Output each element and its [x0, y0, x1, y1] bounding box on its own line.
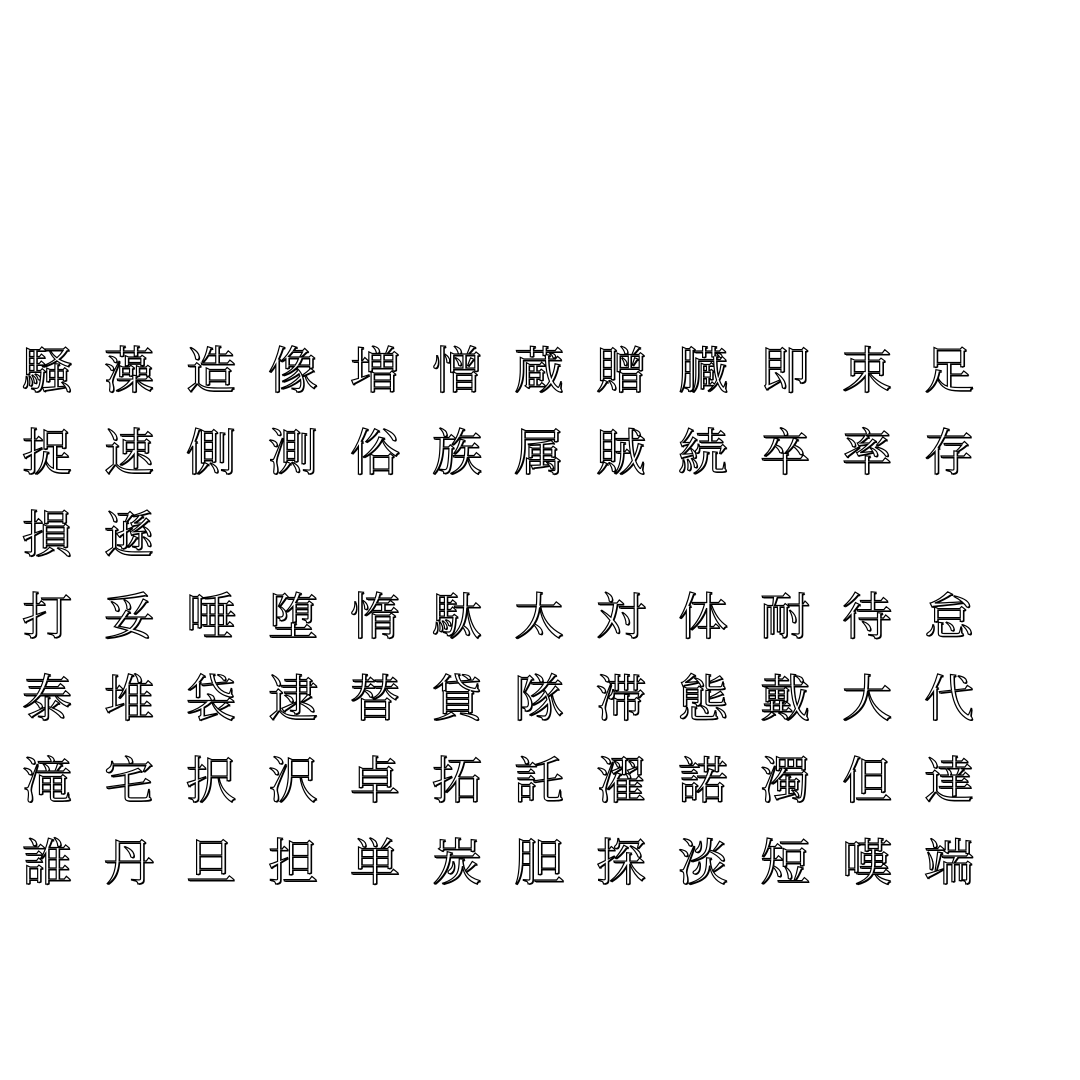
kanji-cell — [678, 753, 760, 835]
kanji-cell — [678, 343, 760, 425]
kanji-cell — [842, 343, 924, 425]
kanji-character: 待 — [842, 588, 892, 646]
kanji-cell — [842, 753, 924, 835]
kanji-cell — [350, 835, 432, 917]
kanji-cell — [268, 753, 350, 835]
kanji-character: 像 — [268, 342, 318, 400]
kanji-character: 宅 — [104, 752, 154, 810]
kanji-cell — [268, 671, 350, 753]
kanji-character: 賊 — [596, 424, 646, 482]
kanji-cell — [268, 343, 350, 425]
kanji-cell — [22, 343, 104, 425]
kanji-cell — [104, 835, 186, 917]
kanji-character: 探 — [596, 834, 646, 892]
kanji-character: 替 — [350, 670, 400, 728]
kanji-cell — [186, 589, 268, 671]
kanji-cell — [596, 589, 678, 671]
kanji-character: 損 — [22, 506, 72, 564]
kanji-cell — [596, 425, 678, 507]
kanji-cell — [514, 589, 596, 671]
kanji-cell — [760, 835, 842, 917]
kanji-cell — [104, 671, 186, 753]
kanji-cell — [104, 589, 186, 671]
kanji-character: 炭 — [432, 834, 482, 892]
kanji-character: 束 — [842, 342, 892, 400]
kanji-character: 旦 — [186, 834, 236, 892]
kanji-character: 率 — [842, 424, 892, 482]
kanji-cell — [22, 425, 104, 507]
kanji-cell — [514, 425, 596, 507]
kanji-character: 速 — [104, 424, 154, 482]
kanji-cell — [924, 753, 1006, 835]
kanji-character: 足 — [924, 342, 974, 400]
kanji-row — [22, 507, 1022, 589]
kanji-cell — [432, 589, 514, 671]
kanji-character: 即 — [760, 342, 810, 400]
kanji-cell — [432, 753, 514, 835]
kanji-character: 濁 — [760, 752, 810, 810]
kanji-cell — [22, 507, 104, 589]
kanji-character: 拓 — [432, 752, 482, 810]
kanji-character: 短 — [760, 834, 810, 892]
kanji-cell — [596, 343, 678, 425]
kanji-character: 担 — [268, 834, 318, 892]
kanji-cell — [350, 589, 432, 671]
kanji-cell — [432, 835, 514, 917]
kanji-cell — [596, 835, 678, 917]
kanji-character: 貸 — [432, 670, 482, 728]
kanji-cell — [678, 835, 760, 917]
kanji-cell — [104, 425, 186, 507]
kanji-cell — [678, 589, 760, 671]
kanji-character: 憎 — [432, 342, 482, 400]
kanji-cell — [842, 835, 924, 917]
kanji-character: 騒 — [22, 342, 72, 400]
kanji-cell — [842, 425, 924, 507]
kanji-grid — [22, 343, 1022, 917]
kanji-cell — [760, 343, 842, 425]
kanji-cell — [268, 835, 350, 917]
kanji-character: 逮 — [268, 670, 318, 728]
kanji-character: 増 — [350, 342, 400, 400]
kanji-character: 蔵 — [514, 342, 564, 400]
kanji-cell — [432, 671, 514, 753]
kanji-character: 滞 — [596, 670, 646, 728]
kanji-cell — [22, 753, 104, 835]
kanji-character: 唾 — [186, 588, 236, 646]
kanji-row — [22, 835, 1022, 917]
kanji-cell — [432, 425, 514, 507]
kanji-cell — [432, 343, 514, 425]
kanji-character: 端 — [924, 834, 974, 892]
kanji-character: 大 — [842, 670, 892, 728]
kanji-row — [22, 753, 1022, 835]
kanji-cell — [186, 753, 268, 835]
kanji-character: 隊 — [514, 670, 564, 728]
kanji-cell — [186, 343, 268, 425]
kanji-row — [22, 343, 1022, 425]
kanji-cell — [514, 753, 596, 835]
kanji-character: 造 — [186, 342, 236, 400]
kanji-cell — [186, 835, 268, 917]
kanji-cell — [104, 343, 186, 425]
kanji-cell — [514, 671, 596, 753]
kanji-cell — [268, 425, 350, 507]
kanji-cell — [842, 589, 924, 671]
kanji-character: 誰 — [22, 834, 72, 892]
kanji-row — [22, 671, 1022, 753]
kanji-character: 臓 — [678, 342, 728, 400]
kanji-character: 戴 — [760, 670, 810, 728]
kanji-cell — [924, 589, 1006, 671]
kanji-row — [22, 425, 1022, 507]
kanji-character: 堆 — [104, 670, 154, 728]
kanji-cell — [350, 343, 432, 425]
kanji-character: 測 — [268, 424, 318, 482]
kanji-character: 妥 — [104, 588, 154, 646]
kanji-character: 択 — [186, 752, 236, 810]
kanji-character: 達 — [924, 752, 974, 810]
kanji-character: 堕 — [268, 588, 318, 646]
kanji-character: 捉 — [22, 424, 72, 482]
kanji-cell — [268, 589, 350, 671]
kanji-character: 続 — [678, 424, 728, 482]
kanji-cell — [350, 425, 432, 507]
kanji-cell — [760, 753, 842, 835]
kanji-character: 体 — [678, 588, 728, 646]
kanji-character: 託 — [514, 752, 564, 810]
kanji-cell — [678, 425, 760, 507]
kanji-cell — [760, 425, 842, 507]
kanji-character: 濯 — [596, 752, 646, 810]
kanji-character: 沢 — [268, 752, 318, 810]
kanji-cell — [104, 753, 186, 835]
kanji-character: 卓 — [350, 752, 400, 810]
kanji-character: 怠 — [924, 588, 974, 646]
kanji-cell — [924, 671, 1006, 753]
kanji-character: 代 — [924, 670, 974, 728]
kanji-character: 存 — [924, 424, 974, 482]
kanji-character: 俗 — [350, 424, 400, 482]
kanji-character: 卒 — [760, 424, 810, 482]
kanji-character: 胆 — [514, 834, 564, 892]
kanji-character: 打 — [22, 588, 72, 646]
kanji-cell — [924, 835, 1006, 917]
kanji-cell — [104, 507, 186, 589]
kanji-character: 耐 — [760, 588, 810, 646]
kanji-character: 惰 — [350, 588, 400, 646]
kanji-cell — [678, 671, 760, 753]
kanji-character: 側 — [186, 424, 236, 482]
kanji-character: 遜 — [104, 506, 154, 564]
kanji-cell — [760, 589, 842, 671]
kanji-row — [22, 589, 1022, 671]
kanji-character: 単 — [350, 834, 400, 892]
kanji-character: 丹 — [104, 834, 154, 892]
kanji-character: 贈 — [596, 342, 646, 400]
kanji-character: 袋 — [186, 670, 236, 728]
kanji-cell — [924, 425, 1006, 507]
kanji-character: 淡 — [678, 834, 728, 892]
kanji-character: 但 — [842, 752, 892, 810]
kanji-character: 駄 — [432, 588, 482, 646]
kanji-character: 対 — [596, 588, 646, 646]
kanji-character: 泰 — [22, 670, 72, 728]
kanji-character: 属 — [514, 424, 564, 482]
kanji-character: 諾 — [678, 752, 728, 810]
kanji-cell — [514, 835, 596, 917]
kanji-character: 嘆 — [842, 834, 892, 892]
kanji-cell — [186, 671, 268, 753]
kanji-cell — [22, 671, 104, 753]
kanji-character: 藻 — [104, 342, 154, 400]
kanji-cell — [760, 671, 842, 753]
kanji-character: 太 — [514, 588, 564, 646]
kanji-cell — [596, 753, 678, 835]
kanji-cell — [350, 753, 432, 835]
kanji-cell — [22, 835, 104, 917]
kanji-cell — [22, 589, 104, 671]
kanji-cell — [596, 671, 678, 753]
kanji-cell — [186, 425, 268, 507]
kanji-cell — [350, 671, 432, 753]
kanji-character: 滝 — [22, 752, 72, 810]
kanji-character: 態 — [678, 670, 728, 728]
kanji-cell — [514, 343, 596, 425]
kanji-cell — [842, 671, 924, 753]
kanji-cell — [924, 343, 1006, 425]
kanji-character: 族 — [432, 424, 482, 482]
